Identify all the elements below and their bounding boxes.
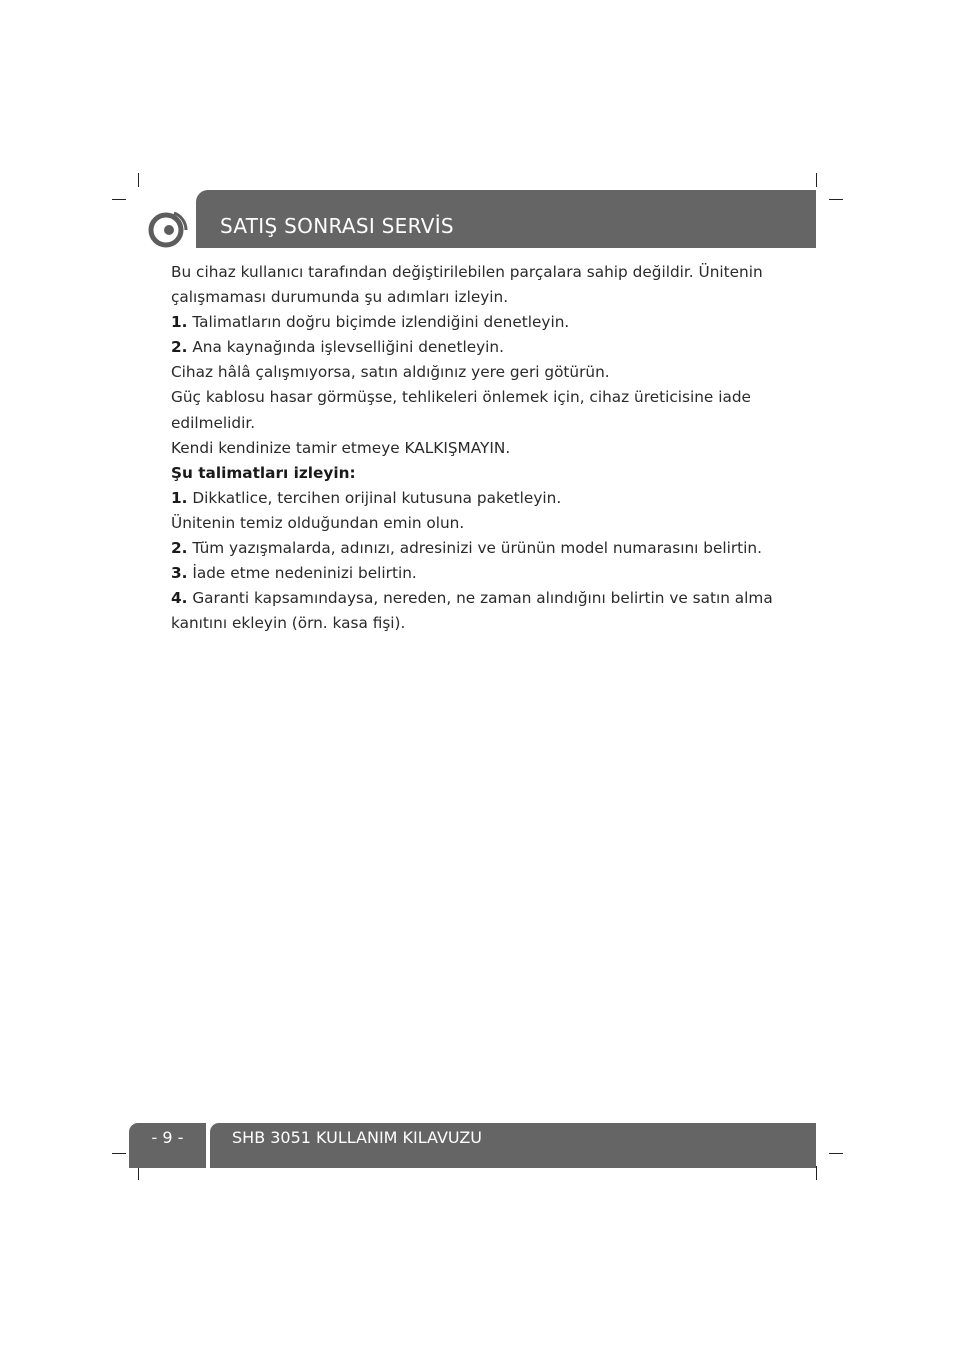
step-text: Tüm yazışmalarda, adınızı, adresinizi ve ürünün model numarasını belirtin. <box>187 539 762 558</box>
step-text: Talimatların doğru biçimde izlendiğini denetleyin. <box>187 313 570 332</box>
step-text: kanıtını ekleyin (örn. kasa fişi). <box>171 614 406 633</box>
no-repair-warning: Kendi kendinize tamir etmeye KALKIŞMAYIN. <box>171 438 511 457</box>
step-text: Garanti kapsamındaysa, nereden, ne zaman alındığını belirtin ve satın alma <box>187 589 773 608</box>
intro-line: çalışmaması durumunda şu adımları izleyin. <box>171 288 509 307</box>
check-step <box>171 310 801 335</box>
return-step <box>171 486 801 511</box>
brand-logo-icon <box>148 210 188 250</box>
page-number: - 9 - <box>151 1128 184 1147</box>
crop-mark <box>112 1153 126 1154</box>
cable-line: Güç kablosu hasar görmüşse, tehlikeleri önlemek için, cihaz üreticisine iade <box>171 388 751 407</box>
step-text: İade etme nedeninizi belirtin. <box>187 564 417 583</box>
return-step <box>171 536 801 561</box>
step-number: 4. <box>171 589 188 608</box>
intro-line: Bu cihaz kullanıcı tarafından değiştirilebilen parçalara sahip değildir. Ünitenin <box>171 263 763 281</box>
crop-mark <box>829 1153 843 1154</box>
step-text: Dikkatlice, tercihen orijinal kutusuna paketleyin. <box>187 488 562 507</box>
cable-warning <box>171 385 801 435</box>
step-text: Ana kaynağında işlevselliğini denetleyin. <box>187 338 504 357</box>
step-number: 1. <box>171 313 188 332</box>
cable-line: edilmelidir. <box>171 413 256 432</box>
return-step <box>171 586 801 636</box>
crop-mark <box>112 199 126 200</box>
section-header <box>196 190 816 248</box>
step-number: 1. <box>171 488 188 507</box>
follow-heading <box>171 461 801 486</box>
clean-note: Ünitenin temiz olduğundan emin olun. <box>171 513 465 532</box>
step-number: 2. <box>171 338 188 357</box>
section-title: SATIŞ SONRASI SERVİS <box>220 214 454 238</box>
body-text <box>171 260 801 636</box>
crop-mark <box>816 173 817 187</box>
crop-mark <box>829 199 843 200</box>
footer-bar <box>210 1123 816 1168</box>
crop-mark <box>816 1166 817 1180</box>
not-working-note: Cihaz hâlâ çalışmıyorsa, satın aldığınız yere geri götürün. <box>171 363 610 382</box>
step-number: 3. <box>171 564 188 583</box>
step-number: 2. <box>171 539 188 558</box>
return-step <box>171 561 801 586</box>
follow-heading-text: Şu talimatları izleyin: <box>171 463 356 482</box>
manual-title: SHB 3051 KULLANIM KILAVUZU <box>232 1128 483 1147</box>
crop-mark <box>138 173 139 187</box>
crop-mark <box>138 1166 139 1180</box>
page-number-box <box>129 1123 206 1168</box>
check-step <box>171 335 801 360</box>
intro-paragraph <box>171 260 801 310</box>
